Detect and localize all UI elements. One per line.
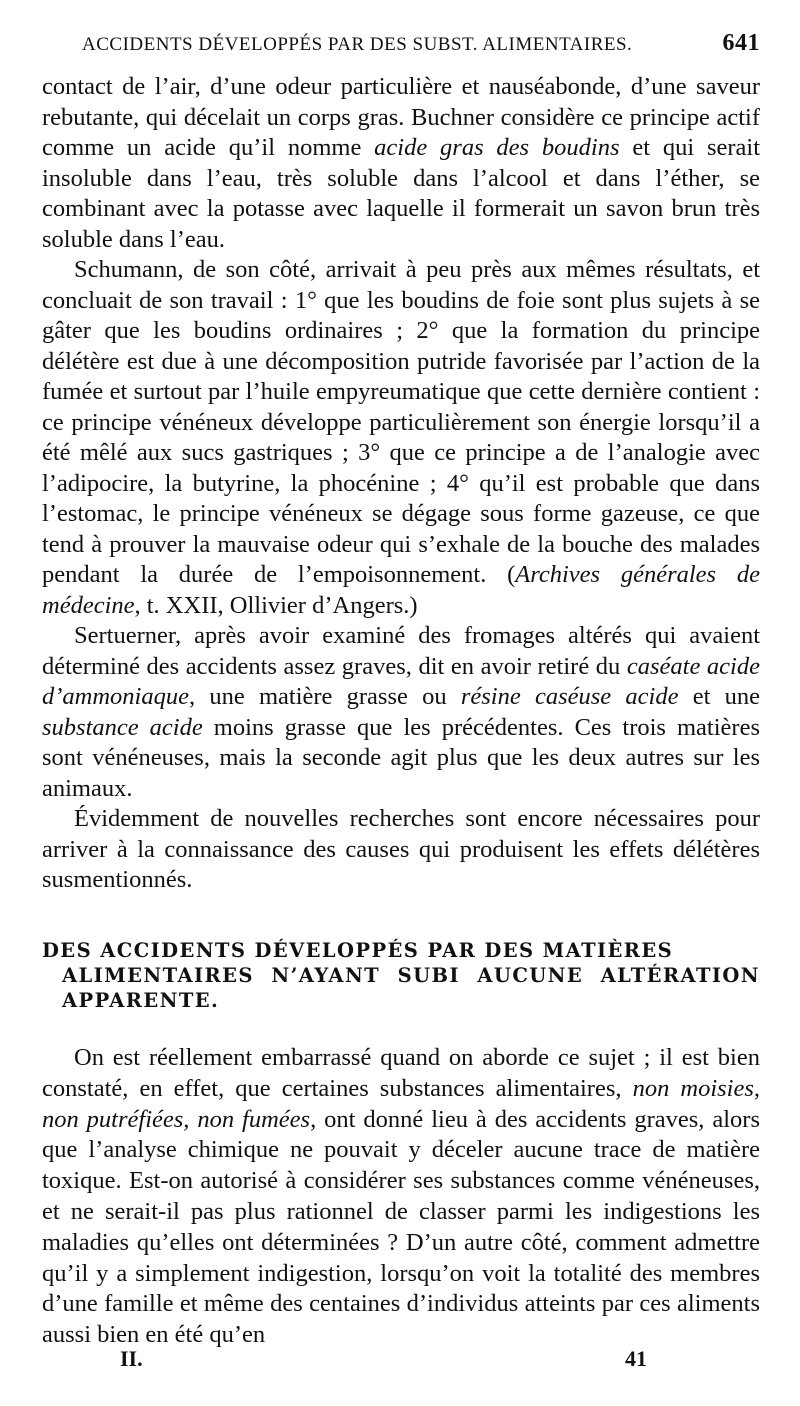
text-run: contact de l’air, d’une odeur particulière et nauséabonde, d’une saveur rebutante, qui décelait un corps gras. Buchner considère ce principe actif comme un acide qu’il nomme bbox=[42, 73, 760, 161]
text-run: et une bbox=[678, 683, 760, 710]
section-heading-line1: DES ACCIDENTS DÉVELOPPÉS PAR DES MATIÈRES bbox=[42, 939, 674, 962]
italic-run: substance acide bbox=[42, 713, 203, 741]
italic-run: résine caséuse acide bbox=[460, 683, 679, 710]
paragraph-2 bbox=[42, 255, 760, 621]
section-heading-rest: ALIMENTAIRES N’AYANT SUBI AUCUNE ALTÉRATION APPARENTE. bbox=[62, 964, 760, 1012]
body-text-lower bbox=[42, 1043, 760, 1351]
text-run: Schumann, de son côté, arrivait à peu près aux mêmes résultats, et concluait de son travail : 1° que les boudins de foie sont plus sujets à se gâter que les boudins ordinaires ; 2° que la formation du principe délétère est due à une décomposition putride favorisée par l’action de la fumée et surtout par l’huile empyreumatique que cette dernière contient : ce principe vénéneux développe particulièrement son énergie lorsqu’il a été mêlé aux sucs gastriques ; 3° que ce principe a de l’analogie avec l’adipocire, la butyrine, la phocénine ; 4° qu’il est probable que dans l’estomac, le principe vénéneux se dégage sous forme gazeuse, ce que tend à prouver la mauvaise odeur qui s’exhale de la bouche des malades pendant la durée de l’empoisonnement. ( bbox=[42, 256, 760, 588]
italic-run: caséate acide d’ammoniaque bbox=[42, 652, 760, 710]
running-header bbox=[82, 30, 760, 56]
signature-mark: 41 bbox=[625, 1346, 647, 1371]
paragraph-1 bbox=[42, 72, 760, 255]
italic-run: non moisies, non putréfiées, non fumées, bbox=[42, 1074, 760, 1133]
page-footer bbox=[120, 1346, 647, 1372]
text-run: On est réellement embarrassé quand on aborde ce sujet ; il est bien constaté, en effet, que certaines substances alimentaires, bbox=[42, 1044, 760, 1102]
italic-run: acide gras des boudins bbox=[374, 134, 620, 161]
text-run: , une matière grasse ou bbox=[188, 683, 461, 710]
volume-number: II. bbox=[120, 1346, 143, 1371]
text-run: moins grasse que les précédentes. Ces trois matières sont vénéneuses, mais la seconde agit plus que les deux autres sur les animaux. bbox=[42, 713, 760, 802]
paragraph-4 bbox=[42, 804, 760, 896]
page-number: 641 bbox=[722, 30, 760, 56]
section-heading bbox=[42, 938, 760, 1013]
text-run: Sertuerner, après avoir examiné des fromages altérés qui avaient déterminé des accidents assez graves, dit en avoir retiré du bbox=[42, 622, 760, 680]
text-run: Évidemment de nouvelles recherches sont encore nécessaires pour arriver à la connaissance des causes qui produisent les effets délétères susmentionnés. bbox=[42, 805, 760, 893]
italic-run: Archives générales de médecine bbox=[42, 561, 760, 619]
text-run: , t. XXII, Ollivier d’Angers.) bbox=[134, 591, 418, 619]
paragraph-5 bbox=[42, 1043, 760, 1351]
text-run: et qui serait insoluble dans l’eau, très soluble dans l’alcool et dans l’éther, se combinant avec la potasse avec laquelle il formerait un savon brun très soluble dans l’eau. bbox=[42, 134, 761, 253]
running-title: ACCIDENTS DÉVELOPPÉS PAR DES SUBST. ALIMENTAIRES. bbox=[82, 34, 633, 55]
text-run: ont donné lieu à des accidents graves, alors que l’analyse chimique ne pouvait y déceler aucune trace de matière toxique. Est-on autorisé à considérer ses substances comme vénéneuses, et ne serait-il pas plus rationnel de classer parmi les indigestions les maladies qu’elles ont déterminées ? D’un autre côté, comment admettre qu’il y a simplement indigestion, lorsqu’on voit la totalité des membres d’une famille et même des centaines d’individus atteints par ces aliments aussi bien en été qu’en bbox=[42, 1105, 760, 1349]
paragraph-3 bbox=[42, 621, 760, 804]
body-text-upper bbox=[42, 72, 760, 896]
